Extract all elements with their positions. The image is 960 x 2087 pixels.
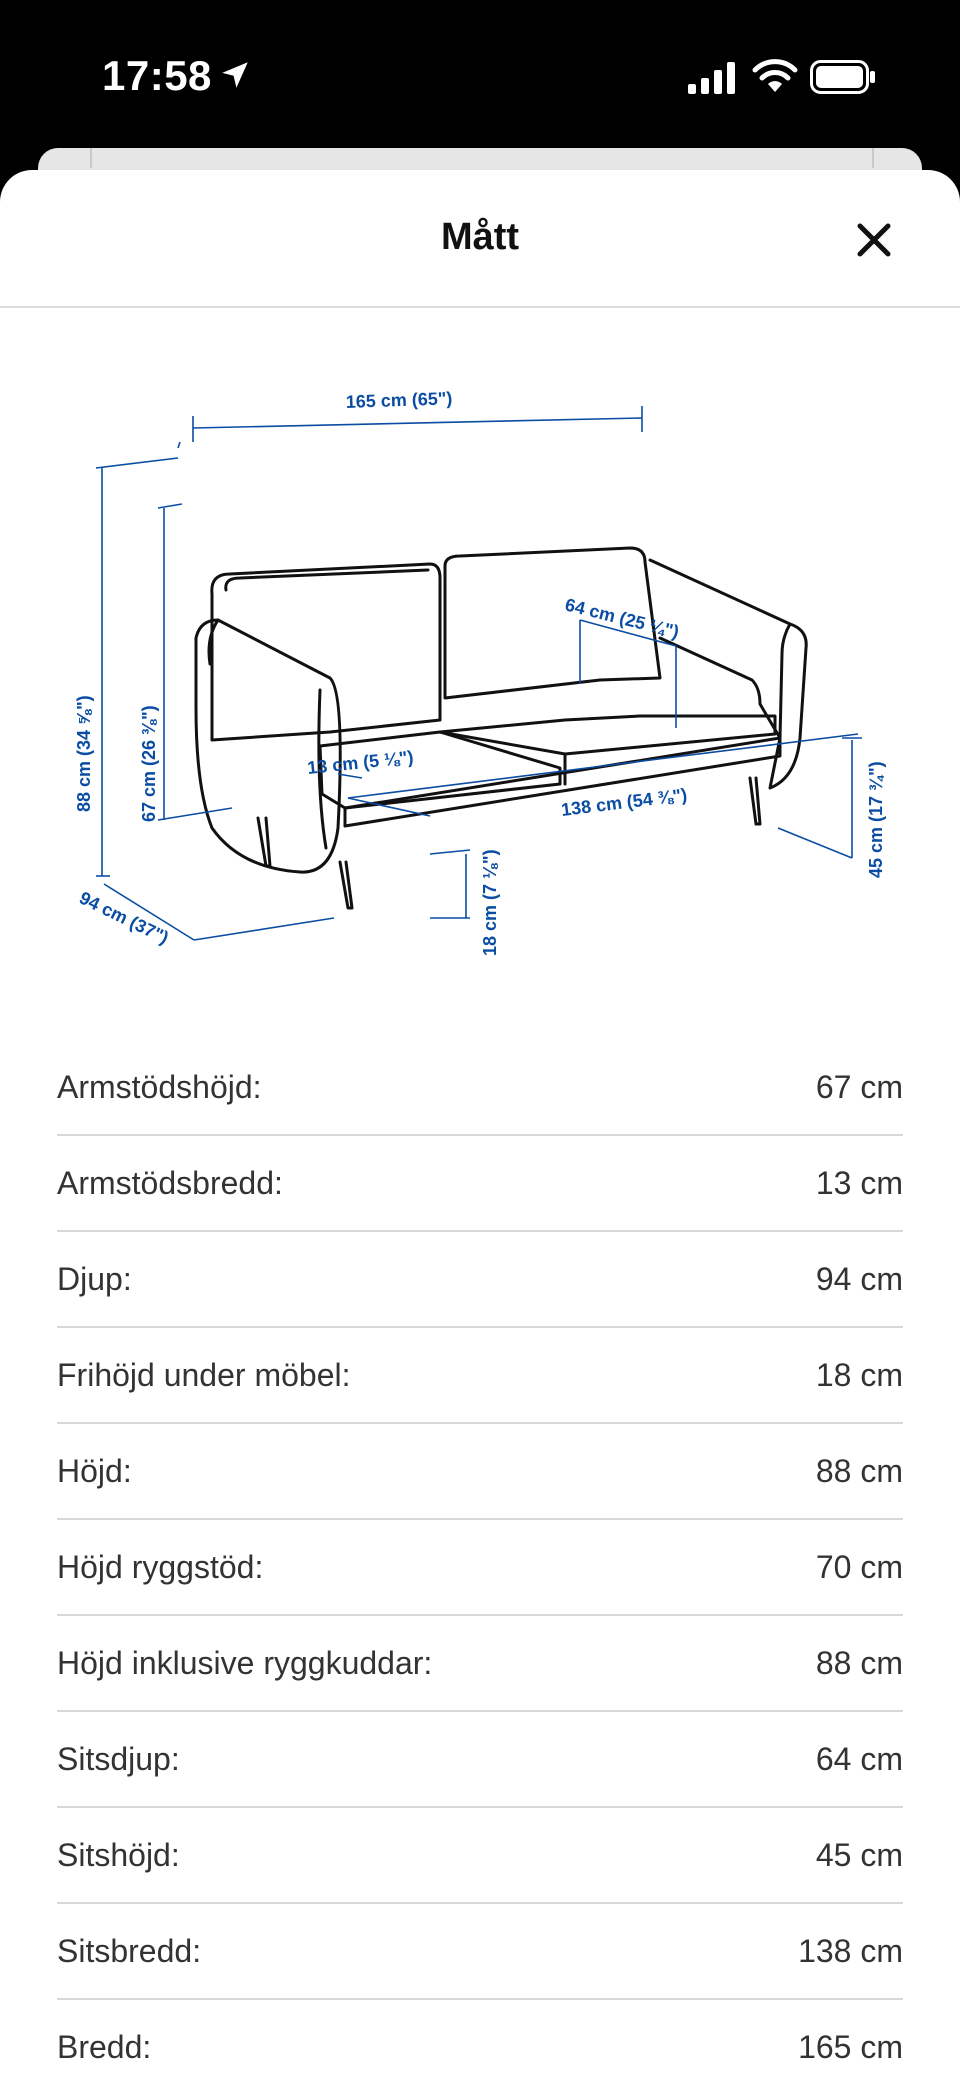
dimension-label: Frihöjd under möbel: (57, 1356, 351, 1393)
dimension-label: Armstödsbredd: (57, 1164, 283, 1201)
dimension-label: Höjd ryggstöd: (57, 1548, 264, 1585)
clearance-label: 18 cm (7 ⅛") (480, 849, 500, 956)
dimension-value: 138 cm (798, 1932, 903, 1969)
dimension-value: 88 cm (815, 1452, 903, 1489)
dimension-value: 67 cm (815, 1068, 903, 1105)
dimension-value: 45 cm (815, 1836, 903, 1873)
dimension-row (57, 1616, 903, 1712)
wifi-icon (752, 58, 798, 94)
dimension-row (57, 1424, 903, 1520)
dimension-row (57, 1328, 903, 1424)
dimension-label: Bredd: (57, 2028, 152, 2065)
dimension-value: 18 cm (815, 1356, 903, 1393)
dimension-value: 165 cm (798, 2028, 903, 2065)
width-label: 165 cm (65") (345, 388, 453, 412)
dimension-row (57, 1520, 903, 1616)
dimension-label: Höjd inklusive ryggkuddar: (57, 1644, 433, 1681)
armrest-height-label: 67 cm (26 ⅜") (139, 705, 159, 822)
dimension-row (57, 1136, 903, 1232)
dimension-value: 64 cm (815, 1740, 903, 1777)
armrest-width-label: 13 cm (5 ⅛") (306, 746, 415, 778)
close-button[interactable] (848, 214, 900, 266)
dimension-value: 94 cm (815, 1260, 903, 1297)
dimension-label: Sitsbredd: (57, 1932, 202, 1969)
dimensions-list (57, 1040, 903, 2087)
sofa-diagram-svg (0, 308, 960, 968)
modal-title: Mått (440, 216, 520, 258)
dimensions-modal (0, 170, 960, 2087)
modal-header (0, 170, 960, 308)
cellular-signal-icon (688, 62, 736, 94)
dimension-value: 88 cm (815, 1644, 903, 1681)
dimension-label: Höjd: (57, 1452, 132, 1489)
dimension-value: 70 cm (815, 1548, 903, 1585)
dimension-label: Sitsdjup: (57, 1740, 180, 1777)
dimension-row (57, 2000, 903, 2087)
dimension-row (57, 1712, 903, 1808)
close-icon (848, 214, 900, 266)
dimension-value: 13 cm (815, 1164, 903, 1201)
seat-height-label: 45 cm (17 ¾") (866, 761, 886, 878)
dimension-label: Armstödshöjd: (57, 1068, 262, 1105)
seat-width-label: 138 cm (54 ⅜") (560, 784, 689, 820)
sofa-dimension-diagram (0, 308, 960, 968)
status-bar (0, 0, 960, 150)
dimension-row (57, 1808, 903, 1904)
dimension-row (57, 1232, 903, 1328)
dimension-label: Sitshöjd: (57, 1836, 180, 1873)
status-time: 17:58 (102, 52, 212, 99)
dimension-row (57, 1904, 903, 2000)
battery-icon (810, 60, 876, 94)
height-label: 88 cm (34 ⅝") (74, 695, 94, 812)
sofa-drawing (196, 548, 806, 908)
background-sheet-content (90, 148, 874, 168)
dimension-label: Djup: (57, 1260, 132, 1297)
dimension-row (57, 1040, 903, 1136)
location-arrow-icon (218, 58, 252, 92)
seat-depth-label: 64 cm (25 ¼") (563, 594, 682, 643)
depth-label: 94 cm (37") (76, 887, 172, 948)
